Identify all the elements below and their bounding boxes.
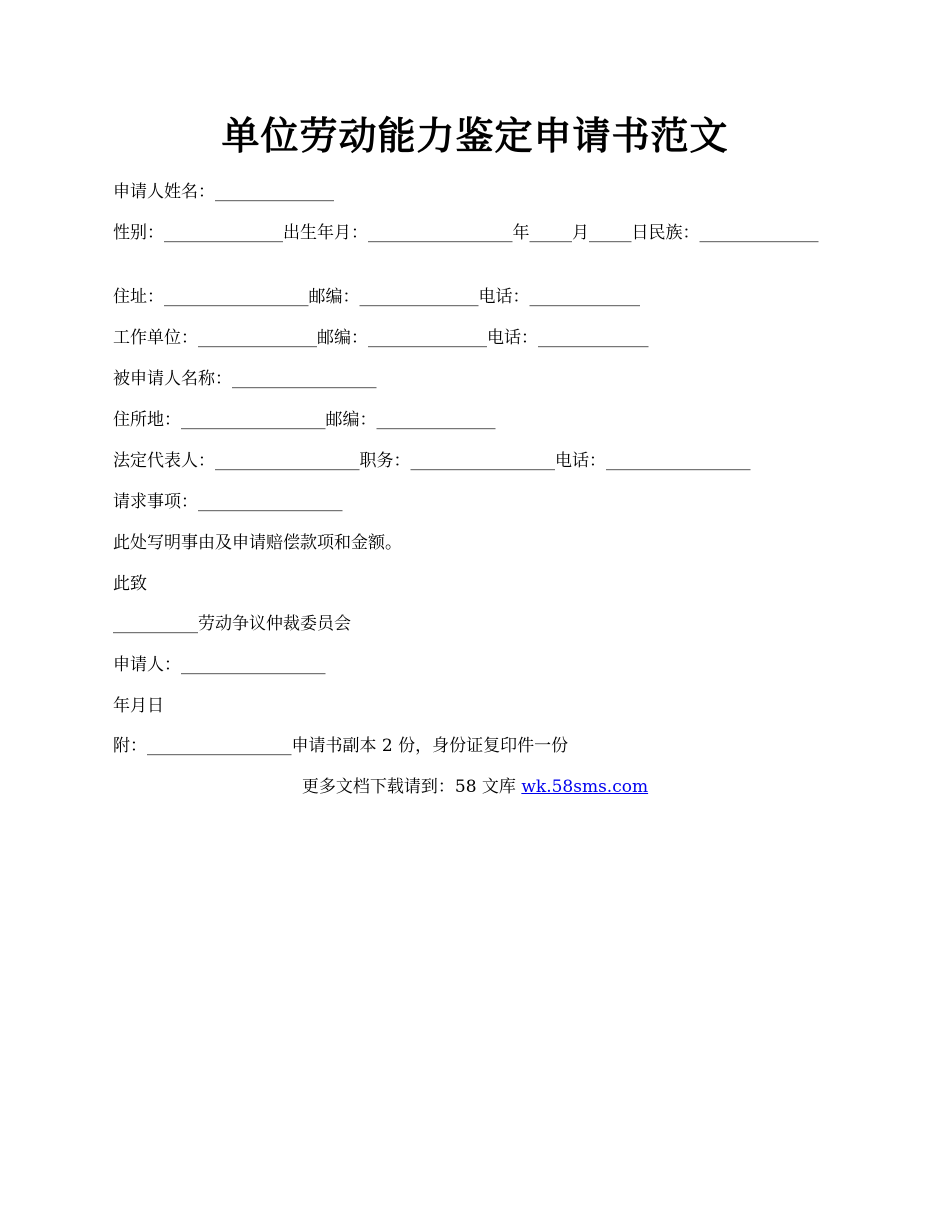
employer-line: 工作单位：______________邮编：______________电话：_____________ bbox=[113, 328, 649, 348]
applicant-name-line: 申请人姓名：______________ bbox=[113, 182, 334, 202]
attachment-line: 附：_________________申请书副本 2 份，身份证复印件一份 bbox=[113, 736, 569, 756]
footer bbox=[0, 775, 950, 799]
respondent-address-line: 住所地：_________________邮编：______________ bbox=[113, 410, 496, 430]
committee-line: __________劳动争议仲裁委员会 bbox=[113, 614, 351, 634]
footer-text: 更多文档下载请到：58 文库 bbox=[301, 777, 522, 797]
request-items-line: 请求事项：_________________ bbox=[113, 492, 343, 512]
salutation-line: 此致 bbox=[113, 574, 147, 594]
gender-birth-ethnicity-line: 性别：______________出生年月：_________________年_____月_____日民族：______________ bbox=[113, 223, 819, 243]
legal-representative-line: 法定代表人：_________________职务：_________________电话：_________________ bbox=[113, 451, 751, 471]
date-line: 年月日 bbox=[113, 696, 164, 716]
applicant-signature-line: 申请人：_________________ bbox=[113, 655, 326, 675]
reason-note-line: 此处写明事由及申请赔偿款项和金额。 bbox=[113, 533, 402, 553]
document-title: 单位劳动能力鉴定申请书范文 bbox=[221, 113, 729, 158]
respondent-name-line: 被申请人名称：_________________ bbox=[113, 369, 377, 389]
address-line: 住址：_________________邮编：______________电话：_____________ bbox=[113, 287, 640, 307]
footer-link[interactable]: wk.58sms.com bbox=[521, 777, 649, 797]
